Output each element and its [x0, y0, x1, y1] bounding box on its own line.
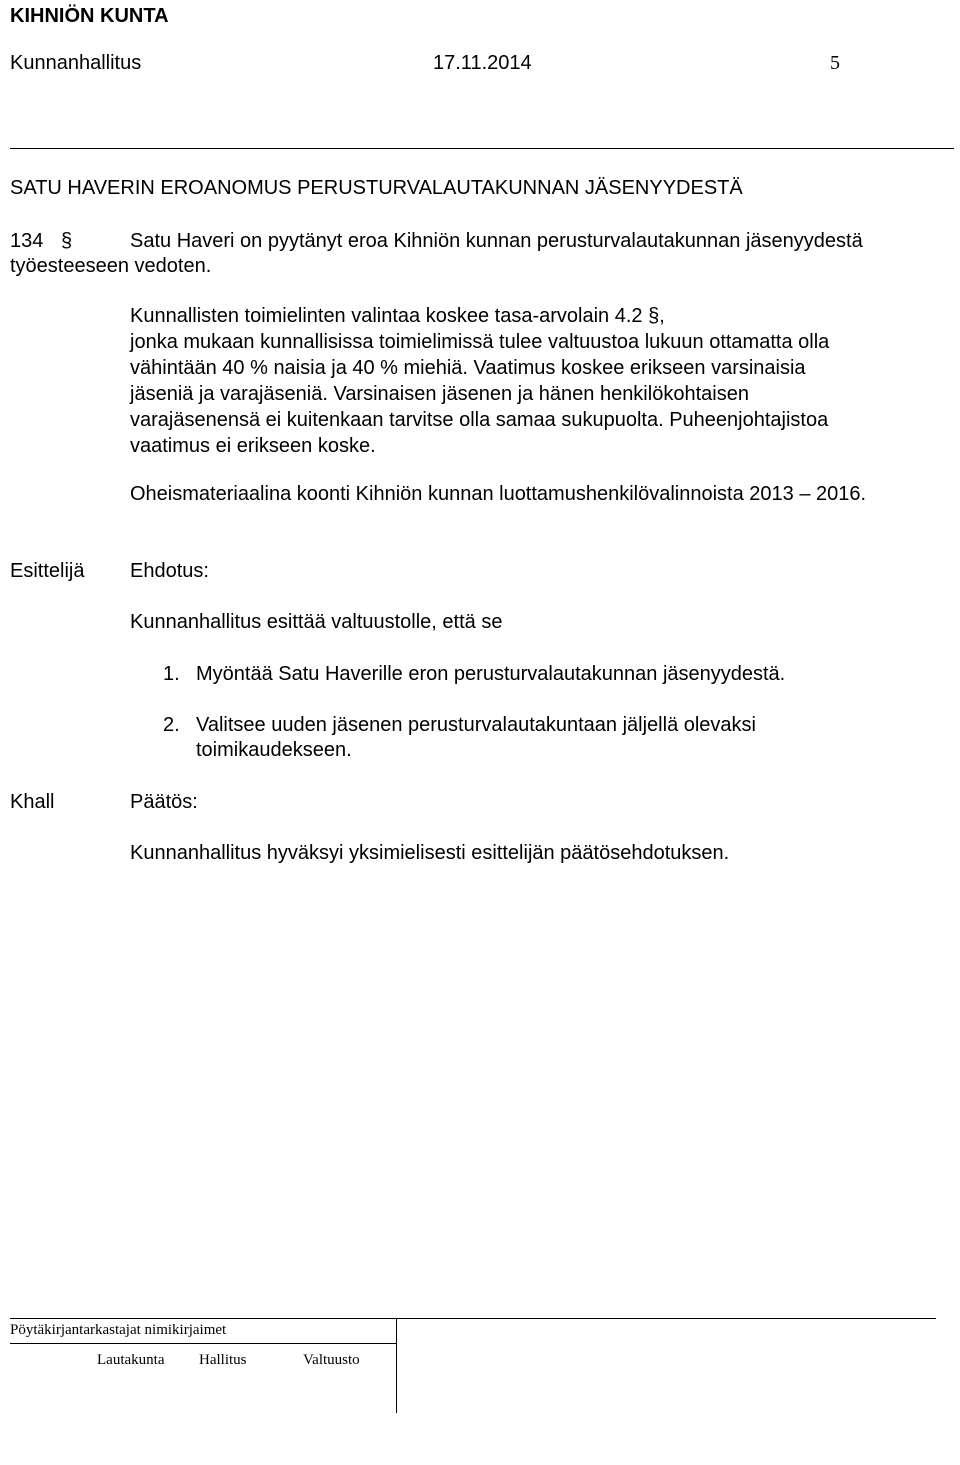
- section-number-value: 134: [10, 230, 44, 252]
- intro-line-1: Satu Haveri on pyytänyt eroa Kihniön kunnan perusturvalautakunnan jäsenyydestä: [130, 230, 863, 252]
- footer-title: Pöytäkirjantarkastajat nimikirjaimet: [10, 1322, 227, 1338]
- proposal-item-number: 2.: [163, 714, 180, 736]
- footer-title-underline: [10, 1343, 396, 1344]
- intro-line-2: työesteeseen vedoten.: [10, 255, 212, 277]
- decision-heading: Päätös:: [130, 791, 198, 813]
- proposal-item-text: Valitsee uuden jäsenen perusturvalautakuntaan jäljellä olevaksi: [196, 714, 756, 736]
- law-line: varajäsenensä ei kuitenkaan tarvitse olla samaa sukupuolta. Puheenjohtajistoa: [130, 409, 829, 431]
- section-symbol-icon: §: [60, 230, 73, 252]
- page-number: 5: [830, 52, 840, 74]
- law-paragraph: [130, 303, 829, 459]
- presenter-label: Esittelijä: [10, 560, 85, 582]
- law-line: jäseniä ja varajäseniä. Varsinaisen jäsenen ja hänen henkilökohtaisen: [130, 383, 749, 405]
- law-line: vaatimus ei erikseen koske.: [130, 435, 376, 457]
- footer-column-lautakunta: Lautakunta: [97, 1352, 165, 1368]
- footer-column-hallitus: Hallitus: [199, 1352, 247, 1368]
- body-name: Kunnanhallitus: [10, 52, 142, 74]
- proposal-item-text: Myöntää Satu Haverille eron perusturvalautakunnan jäsenyydestä.: [196, 663, 786, 685]
- proposal-item-number: 1.: [163, 663, 180, 685]
- proposal-item-text-cont: toimikaudekseen.: [196, 739, 352, 761]
- law-line: jonka mukaan kunnallisissa toimielimissä tulee valtuustoa lukuun ottamatta olla: [130, 331, 830, 353]
- section-title: SATU HAVERIN EROANOMUS PERUSTURVALAUTAKUNNAN JÄSENYYDESTÄ: [10, 177, 743, 199]
- attachment-note: Oheismateriaalina koonti Kihniön kunnan luottamushenkilövalinnoista 2013 – 2016.: [130, 483, 867, 505]
- proposal-lead: Kunnanhallitus esittää valtuustolle, että se: [130, 611, 503, 633]
- section-number: [10, 229, 72, 253]
- header-divider: [10, 148, 954, 149]
- organization-name: KIHNIÖN KUNTA: [10, 5, 169, 27]
- footer-column-valtuusto: Valtuusto: [303, 1352, 360, 1368]
- decision-text: Kunnanhallitus hyväksyi yksimielisesti esittelijän päätösehdotuksen.: [130, 842, 730, 864]
- proposal-heading: Ehdotus:: [130, 560, 209, 582]
- law-line: Kunnallisten toimielinten valintaa koskee tasa-arvolain 4.2 §,: [130, 305, 665, 327]
- law-line: vähintään 40 % naisia ja 40 % miehiä. Vaatimus koskee erikseen varsinaisia: [130, 357, 806, 379]
- footer-title-divider: [396, 1318, 397, 1413]
- decision-body-label: Khall: [10, 791, 55, 813]
- footer-top-rule: [10, 1318, 936, 1319]
- meeting-date: 17.11.2014: [433, 52, 532, 74]
